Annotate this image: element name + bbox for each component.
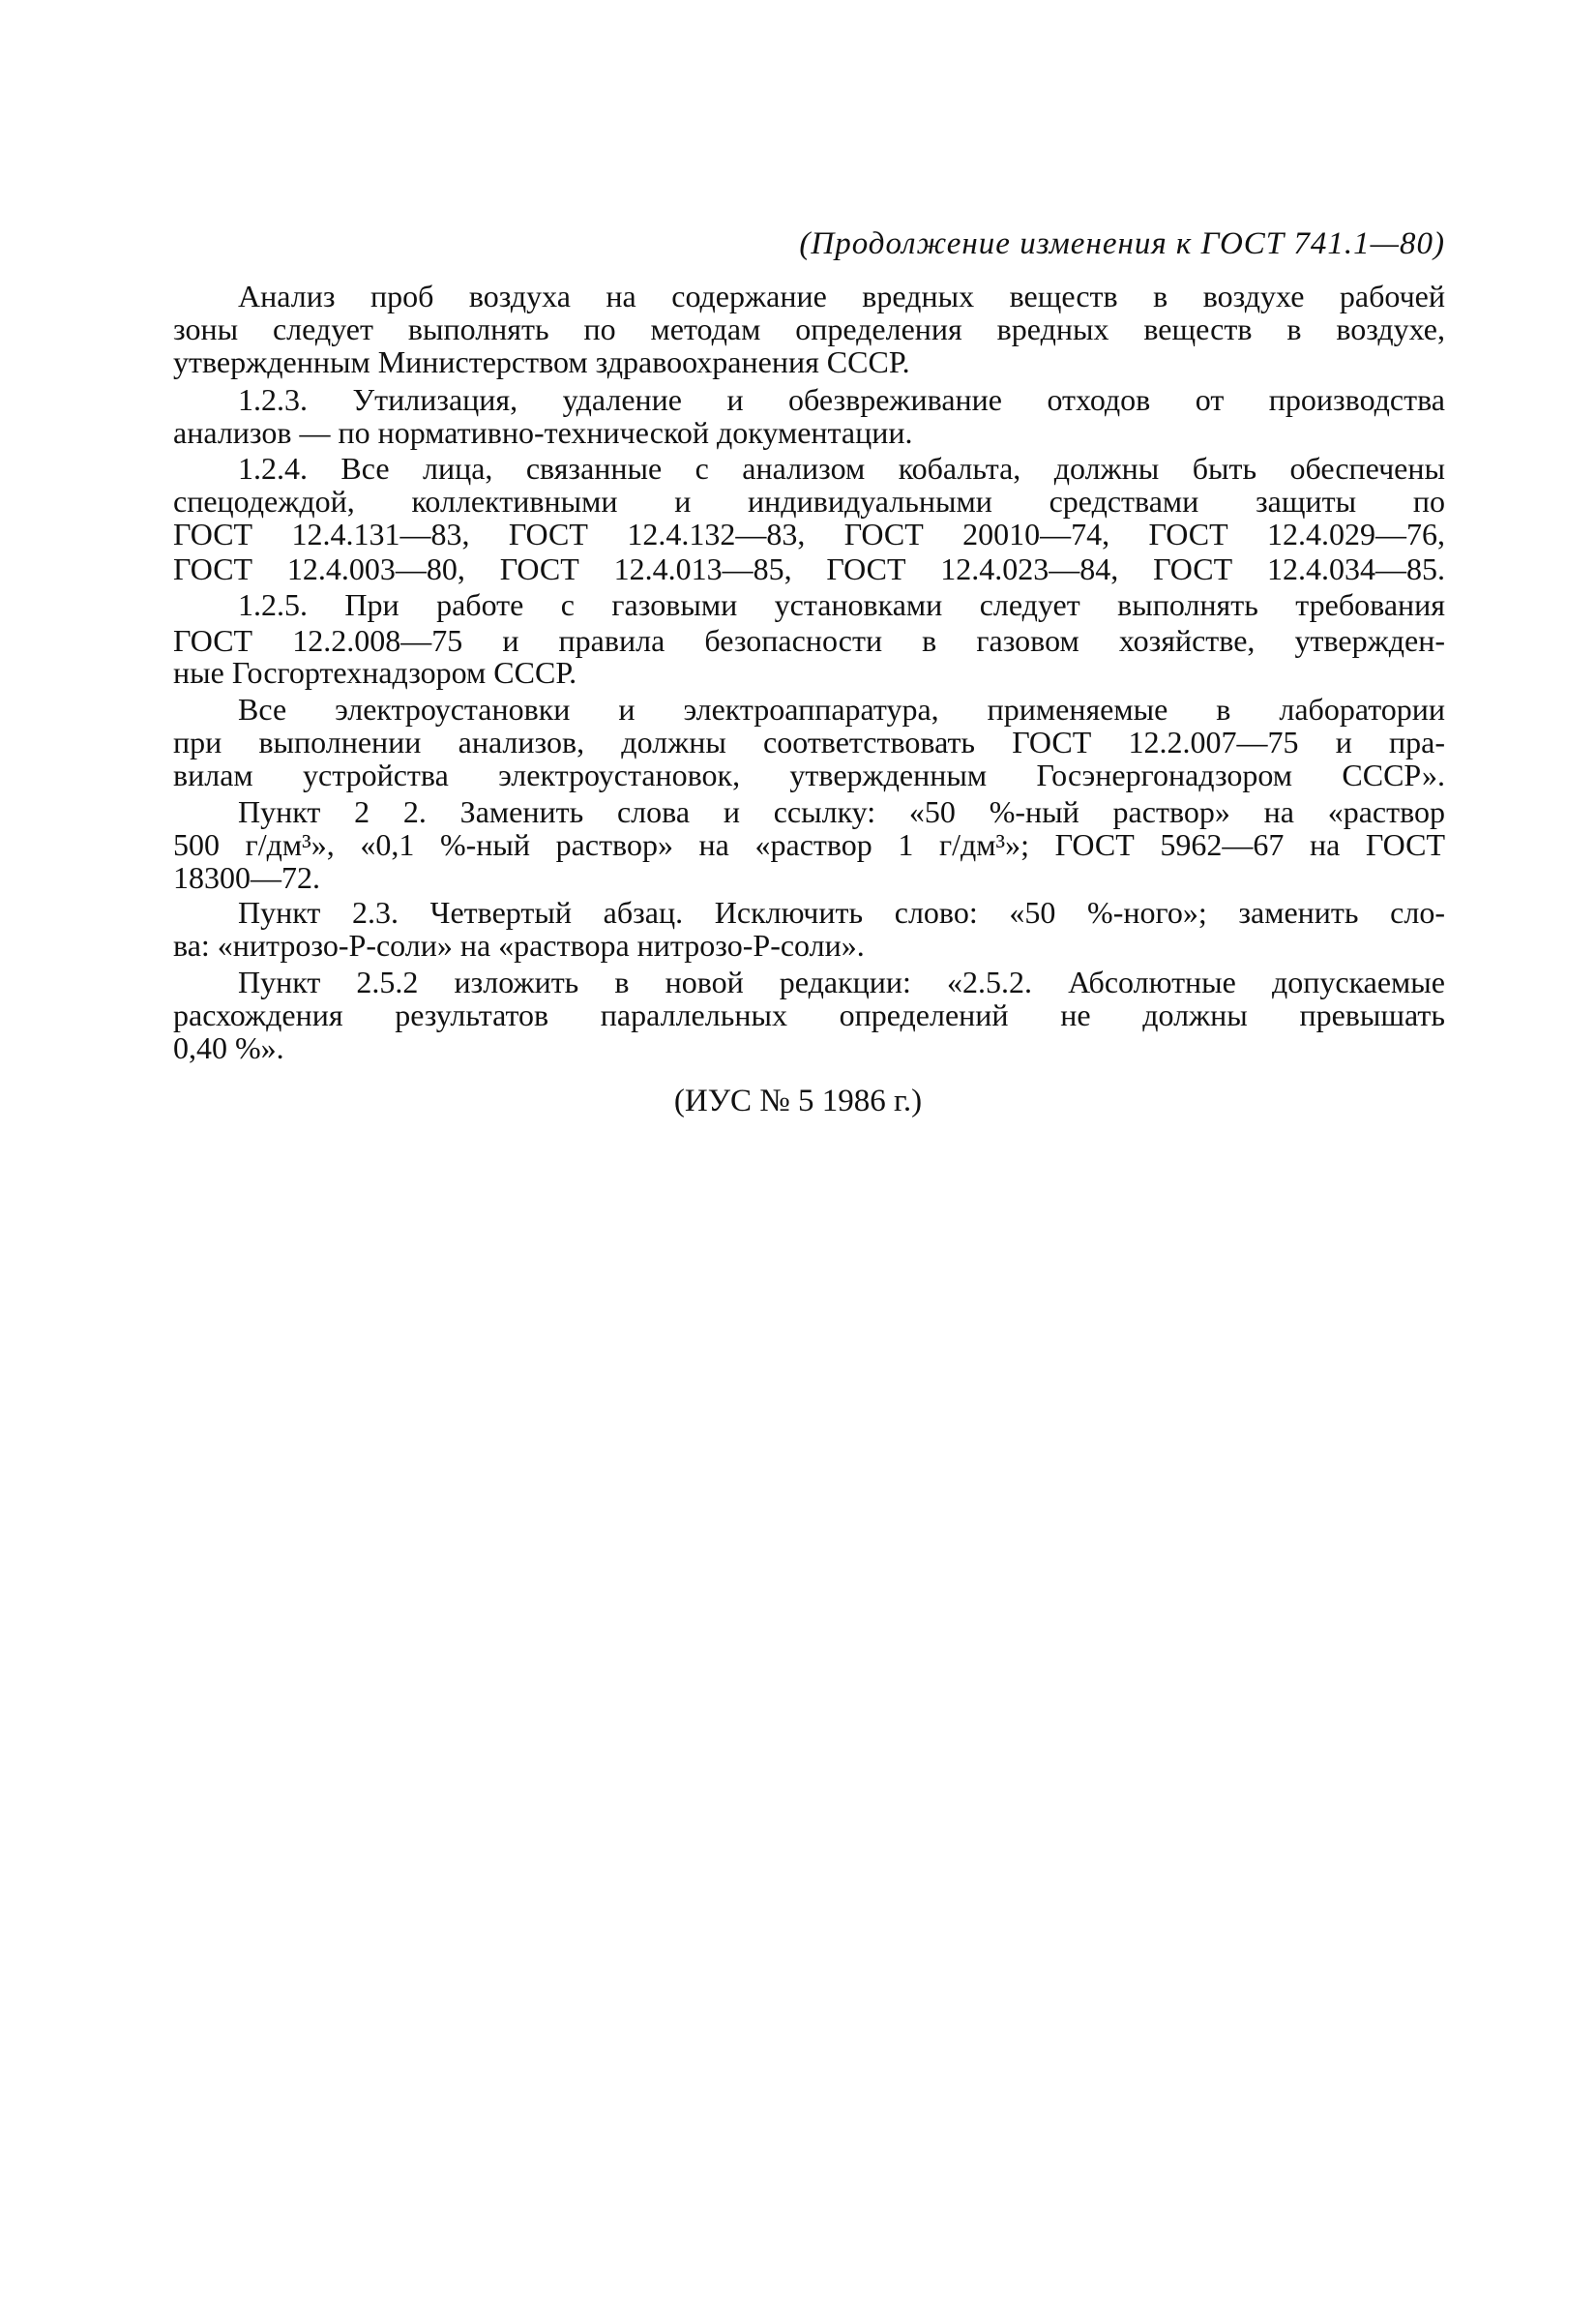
text-line: утвержденным Министерством здравоохранения СССР. [173, 344, 910, 379]
text-line: Пункт 2.5.2 изложить в новой редакции: «2.5.2. Абсолютные допускаемые [238, 965, 1445, 999]
text-line: Пункт 2.3. Четвертый абзац. Исключить слово: «50 %-ного»; заменить сло- [238, 895, 1445, 930]
text-line: ГОСТ 12.2.008—75 и правила безопасности в газовом хозяйстве, утвержден- [173, 623, 1445, 658]
text-line: анализов — по нормативно-технической документации. [173, 415, 913, 450]
text-line: при выполнении анализов, должны соответствовать ГОСТ 12.2.007—75 и пра- [173, 725, 1445, 759]
text-line: вилам устройства электроустановок, утвержденным Госэнергонадзором СССР». [173, 758, 1445, 792]
text-line: Пункт 2 2. Заменить слова и ссылку: «50 %-ный раствор» на «раствор [238, 794, 1445, 829]
continuation-header: (Продолжение изменения к ГОСТ 741.1—80) [799, 226, 1445, 261]
text-line: 1.2.5. При работе с газовыми установками следует выполнять требования [238, 587, 1445, 622]
text-line: Анализ проб воздуха на содержание вредных веществ в воздухе рабочей [238, 279, 1445, 313]
text-line: 1.2.4. Все лица, связанные с анализом кобальта, должны быть обеспечены [238, 451, 1445, 486]
text-line: 1.2.3. Утилизация, удаление и обезвреживание отходов от производства [238, 382, 1445, 417]
text-line: Все электроустановки и электроаппаратура, применяемые в лаборатории [238, 692, 1445, 727]
text-line: 18300—72. [173, 860, 320, 895]
text-line: зоны следует выполнять по методам определения вредных веществ в воздухе, [173, 312, 1445, 346]
text-line: 500 г/дм³», «0,1 %-ный раствор» на «раствор 1 г/дм³»; ГОСТ 5962—67 на ГОСТ [173, 827, 1445, 862]
text-line: ва: «нитрозо-Р-соли» на «раствора нитрозо-Р-соли». [173, 928, 865, 963]
text-line: ГОСТ 12.4.131—83, ГОСТ 12.4.132—83, ГОСТ 20010—74, ГОСТ 12.4.029—76, [173, 517, 1445, 551]
text-line: расхождения результатов параллельных определений не должны превышать [173, 997, 1445, 1032]
text-line: ные Госгортехнадзором СССР. [173, 655, 577, 690]
text-line: спецодеждой, коллективными и индивидуальными средствами защиты по [173, 484, 1445, 519]
text-line: ГОСТ 12.4.003—80, ГОСТ 12.4.013—85, ГОСТ 12.4.023—84, ГОСТ 12.4.034—85. [173, 551, 1445, 586]
publication-reference: (ИУС № 5 1986 г.) [673, 1084, 923, 1118]
text-line: 0,40 %». [173, 1030, 284, 1065]
